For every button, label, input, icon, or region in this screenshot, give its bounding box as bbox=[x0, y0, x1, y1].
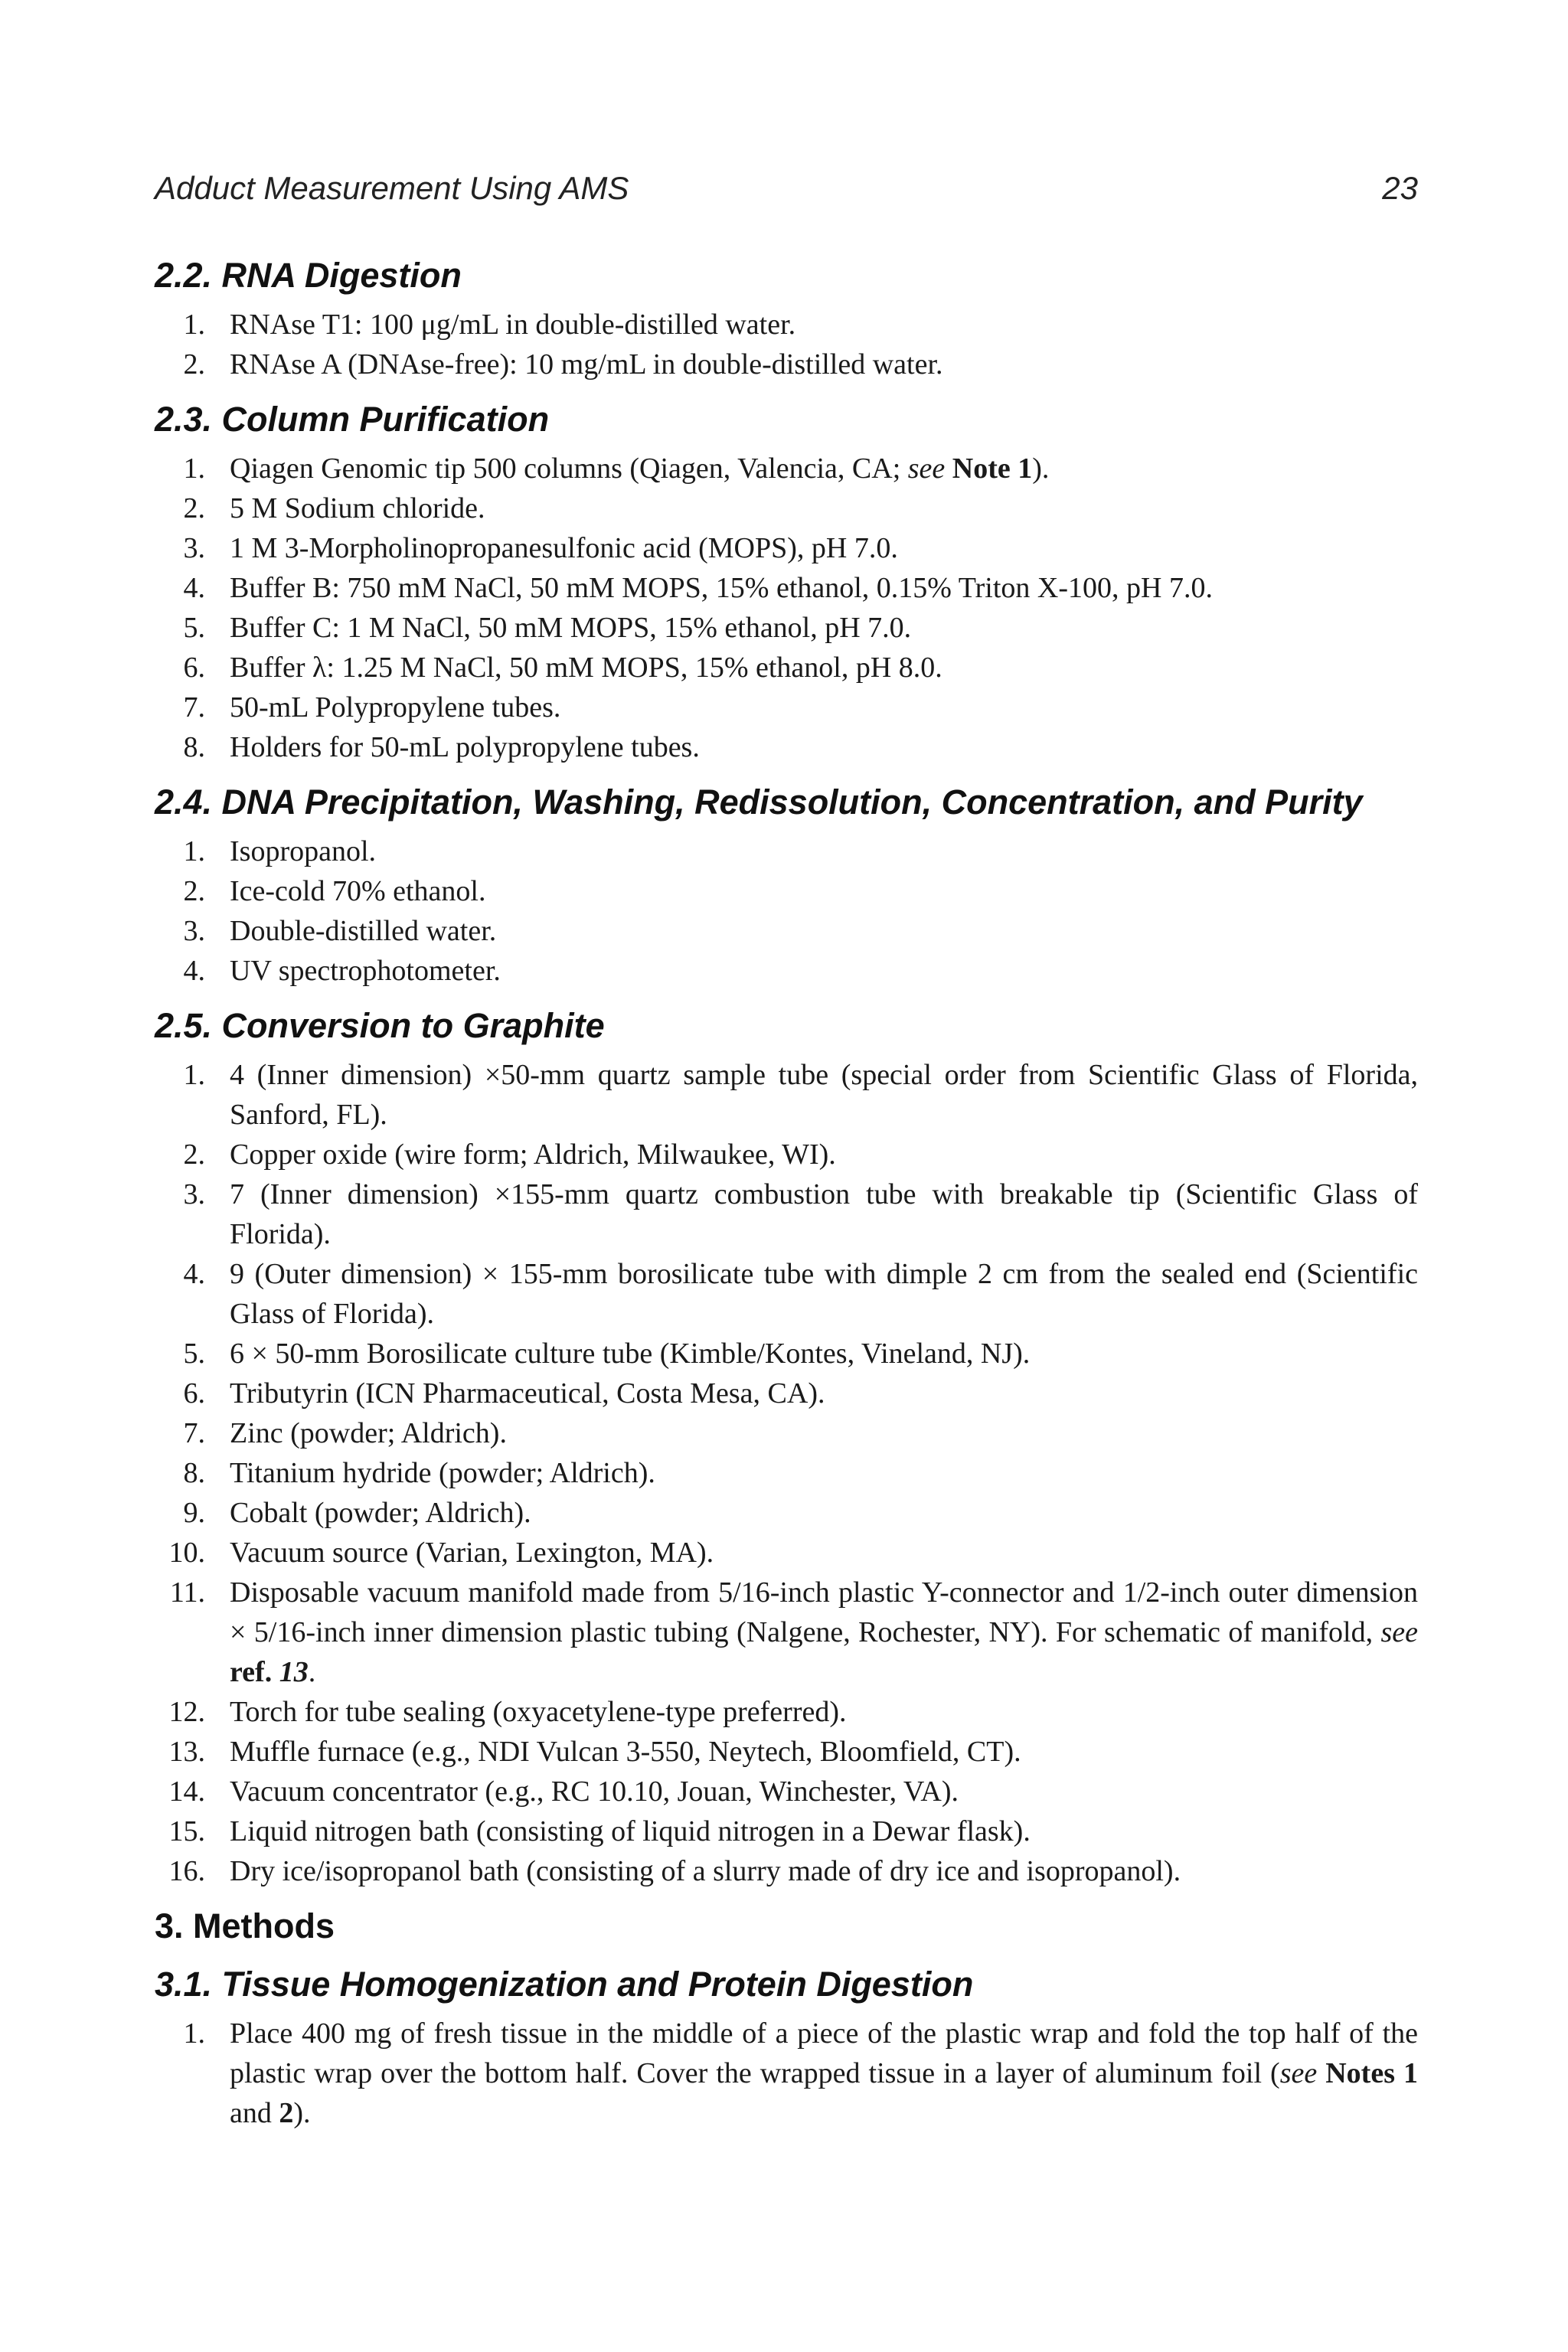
list-item: 12. Torch for tube sealing (oxyacetylene-type preferred). bbox=[168, 1696, 847, 1728]
list-2-4 bbox=[155, 831, 1418, 991]
list-item: 4. 9 (Outer dimension) × 155-mm borosilicate tube with dimple 2 cm from the sealed end (Scientific Glass of Florida). bbox=[183, 1258, 1418, 1330]
list-item: 7. Zinc (powder; Aldrich). bbox=[183, 1417, 507, 1449]
list-item: 11. Disposable vacuum manifold made from 5/16-inch plastic Y-connector and 1/2-inch outer dimension × 5/16-inch inner dimension plastic tubing (Nalgene, Rochester, NY). For schematic of manifold, see ref. 13. bbox=[169, 1576, 1418, 1688]
list-item: 9. Cobalt (powder; Aldrich). bbox=[183, 1497, 531, 1529]
list-item: 2. RNAse A (DNAse-free): 10 mg/mL in double-distilled water. bbox=[183, 348, 943, 381]
page-number: 23 bbox=[1382, 170, 1418, 206]
list-item: 10. Vacuum source (Varian, Lexington, MA). bbox=[168, 1537, 714, 1569]
list-item: 13. Muffle furnace (e.g., NDI Vulcan 3-550, Neytech, Bloomfield, CT). bbox=[168, 1736, 1021, 1768]
list-item: 8. Holders for 50-mL polypropylene tubes. bbox=[183, 731, 700, 763]
running-head-title: Adduct Measurement Using AMS bbox=[155, 170, 629, 206]
list-3-1 bbox=[155, 2014, 1418, 2133]
methods-heading: 3. Methods bbox=[155, 1906, 335, 1945]
list-item: 6. Buffer λ: 1.25 M NaCl, 50 mM MOPS, 15% ethanol, pH 8.0. bbox=[183, 652, 942, 684]
section-heading-2-3: 2.3. Column Purification bbox=[155, 400, 550, 439]
list-2-3 bbox=[155, 449, 1418, 767]
list-2-2 bbox=[155, 305, 1418, 384]
list-item: 3. 7 (Inner dimension) ×155-mm quartz combustion tube with breakable tip (Scientific Glass of Florida). bbox=[183, 1178, 1418, 1250]
list-item: 2. Copper oxide (wire form; Aldrich, Milwaukee, WI). bbox=[183, 1138, 836, 1171]
list-item: 8. Titanium hydride (powder; Aldrich). bbox=[183, 1457, 655, 1489]
content bbox=[155, 253, 1418, 2133]
list-item: 14. Vacuum concentrator (e.g., RC 10.10, Jouan, Winchester, VA). bbox=[168, 1775, 959, 1808]
list-item: 2. Ice-cold 70% ethanol. bbox=[183, 875, 486, 907]
list-item: 2. 5 M Sodium chloride. bbox=[183, 492, 485, 524]
list-item: 4. UV spectrophotometer. bbox=[183, 955, 501, 987]
section-heading-3-1: 3.1. Tissue Homogenization and Protein Digestion bbox=[155, 1965, 974, 2004]
list-item: 6. Tributyrin (ICN Pharmaceutical, Costa Mesa, CA). bbox=[183, 1377, 825, 1410]
list-item: 5. Buffer C: 1 M NaCl, 50 mM MOPS, 15% ethanol, pH 7.0. bbox=[183, 612, 912, 644]
list-item: 7. 50-mL Polypropylene tubes. bbox=[183, 691, 561, 724]
list-2-5 bbox=[155, 1055, 1418, 1891]
list-item: 1. 4 (Inner dimension) ×50-mm quartz sample tube (special order from Scientific Glass of Florida, Sanford, FL). bbox=[183, 1059, 1418, 1131]
list-item: 1. Place 400 mg of fresh tissue in the middle of a piece of the plastic wrap and fold the top half of the plastic wrap over the bottom half. Cover the wrapped tissue in a layer of aluminum foil (see Notes 1 and 2). bbox=[183, 2017, 1418, 2129]
list-item: 1. Isopropanol. bbox=[183, 835, 377, 867]
section-heading-2-5: 2.5. Conversion to Graphite bbox=[155, 1006, 605, 1045]
running-head bbox=[155, 170, 1418, 216]
section-heading-2-4: 2.4. DNA Precipitation, Washing, Redissolution, Concentration, and Purity bbox=[155, 782, 1363, 822]
list-item: 3. 1 M 3-Morpholinopropanesulfonic acid (MOPS), pH 7.0. bbox=[183, 532, 898, 564]
list-item: 4. Buffer B: 750 mM NaCl, 50 mM MOPS, 15% ethanol, 0.15% Triton X-100, pH 7.0. bbox=[183, 572, 1213, 604]
list-item: 1. Qiagen Genomic tip 500 columns (Qiagen, Valencia, CA; see Note 1). bbox=[183, 452, 1050, 485]
list-item: 16. Dry ice/isopropanol bath (consisting of a slurry made of dry ice and isopropanol). bbox=[168, 1855, 1181, 1887]
list-item: 3. Double-distilled water. bbox=[183, 915, 497, 947]
list-item: 1. RNAse T1: 100 μg/mL in double-distilled water. bbox=[183, 309, 796, 341]
list-item: 5. 6 × 50-mm Borosilicate culture tube (Kimble/Kontes, Vineland, NJ). bbox=[183, 1338, 1031, 1370]
section-heading-2-2: 2.2. RNA Digestion bbox=[155, 256, 462, 295]
list-item: 15. Liquid nitrogen bath (consisting of liquid nitrogen in a Dewar flask). bbox=[168, 1815, 1031, 1847]
